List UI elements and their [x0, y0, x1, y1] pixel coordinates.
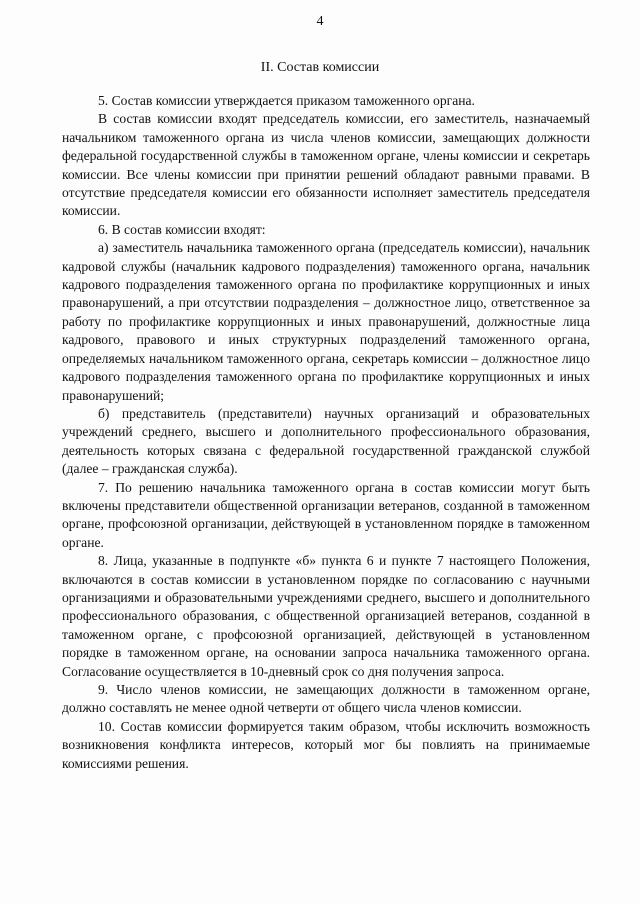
paragraph-7: 7. По решению начальника таможенного органа в состав комиссии могут быть включены представители общественной организации ветеранов, созданной в таможенном органе, профсоюзной организации, действующей в установленном порядке в таможенном органе.: [62, 479, 590, 550]
paragraph-6-b: б) представитель (представители) научных организаций и образовательных учреждений среднего, высшего и дополнительного профессионального образования, деятельность которых связана с федеральной государственной гражданской службой (далее – гражданская служба).: [62, 405, 590, 477]
paragraph-5: 5. Состав комиссии утверждается приказом таможенного органа.: [98, 93, 475, 108]
paragraph-10: 10. Состав комиссии формируется таким образом, чтобы исключить возможность возникновения конфликта интересов, который мог бы повлиять на принимаемые комиссиями решения.: [62, 718, 590, 771]
paragraph-6: 6. В состав комиссии входят:: [98, 221, 266, 237]
paragraph-8: 8. Лица, указанные в подпункте «б» пункта 6 и пункте 7 настоящего Положения, включаются в состав комиссии в установленном порядке по согласованию с научными организациями и образовательными учреждениями среднего, высшего и дополнительного профессионального образования, с общественной организацией ветеранов, созданной в таможенном органе, с профсоюзной организацией, действующей в установленном порядке в таможенном органе, на основании запроса начальника таможенного органа. Согласование осуществляется в 10-дневный срок со дня получения запроса.: [62, 553, 590, 679]
paragraph-6-a: а) заместитель начальника таможенного органа (председатель комиссии), начальник кадровой службы (начальник кадрового подразделения) таможенного органа, начальник кадрового подразделения таможенного органа по профилактике коррупционных и иных правонарушений, а при отсутствии подразделения – должностное лицо, ответственное за работу по профилактике коррупционных и иных правонарушений, должностные лица кадрового, правового и иных структурных подразделений таможенного органа, определяемых начальником таможенного органа, секретарь комиссии – должностное лицо кадрового подразделения таможенного органа по профилактике коррупционных и иных правонарушений;: [62, 240, 590, 403]
paragraph-5-composition: В состав комиссии входят председатель комиссии, его заместитель, назначаемый начальником таможенного органа из числа членов комиссии, замещающих должности федеральной государственной службы в таможенном органе, члены комиссии и секретарь комиссии. Все члены комиссии при принятии решений обладают равными правами. В отсутствие председателя комиссии его обязанности исполняет заместитель председателя комиссии.: [62, 111, 590, 219]
section-title: II. Состав комиссии: [260, 60, 380, 75]
paragraph-9: 9. Число членов комиссии, не замещающих должности в таможенном органе, должно составлять не менее одной четверти от общего числа членов комиссии.: [62, 682, 590, 716]
page-number: 4: [316, 14, 324, 29]
document-body: [62, 92, 590, 773]
